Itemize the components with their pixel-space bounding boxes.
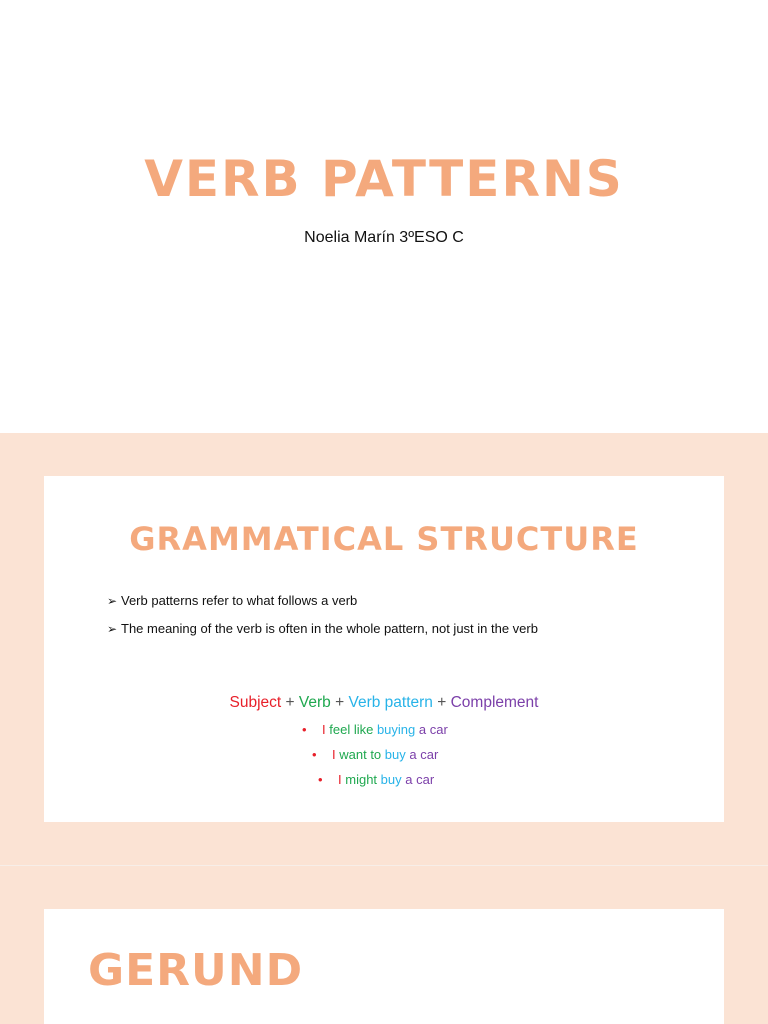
example-pattern: buy	[380, 772, 402, 787]
example-subject: I	[338, 772, 342, 787]
bullet-text: The meaning of the verb is often in the whole pattern, not just in the verb	[121, 621, 538, 636]
example-verb: might	[345, 772, 378, 787]
bullet-dot-icon: •	[302, 722, 307, 737]
formula-plus: +	[335, 694, 345, 711]
gerund-title: GERUND	[88, 945, 304, 996]
example-complement: a car	[409, 747, 439, 762]
arrow-bullet-icon: ➢	[107, 622, 118, 636]
title-slide	[0, 0, 768, 433]
example-item	[318, 772, 434, 787]
formula-verb: Verb	[298, 694, 331, 711]
bullet-dot-icon: •	[312, 747, 317, 762]
formula-verb-pattern: Verb pattern	[348, 694, 433, 711]
bullet-item	[107, 593, 357, 608]
bullet-dot-icon: •	[318, 772, 323, 787]
bullet-item	[107, 621, 538, 636]
structure-formula	[0, 694, 768, 712]
example-subject: I	[322, 722, 326, 737]
presentation-title: VERB PATTERNS	[144, 150, 624, 208]
formula-complement: Complement	[450, 694, 539, 711]
example-complement: a car	[418, 722, 448, 737]
formula-plus: +	[437, 694, 447, 711]
formula-subject: Subject	[229, 694, 282, 711]
example-item	[302, 722, 448, 737]
formula-plus: +	[285, 694, 295, 711]
grammatical-structure-title: GRAMMATICAL STRUCTURE	[129, 520, 639, 558]
example-subject: I	[332, 747, 336, 762]
arrow-bullet-icon: ➢	[107, 594, 118, 608]
example-item	[312, 747, 438, 762]
bullet-text: Verb patterns refer to what follows a verb	[121, 593, 358, 608]
example-pattern: buy	[384, 747, 406, 762]
example-verb: want to	[339, 747, 382, 762]
presentation-author: Noelia Marín 3ºESO C	[304, 229, 464, 246]
example-verb: feel like	[329, 722, 374, 737]
example-pattern: buying	[376, 722, 416, 737]
example-complement: a car	[405, 772, 435, 787]
